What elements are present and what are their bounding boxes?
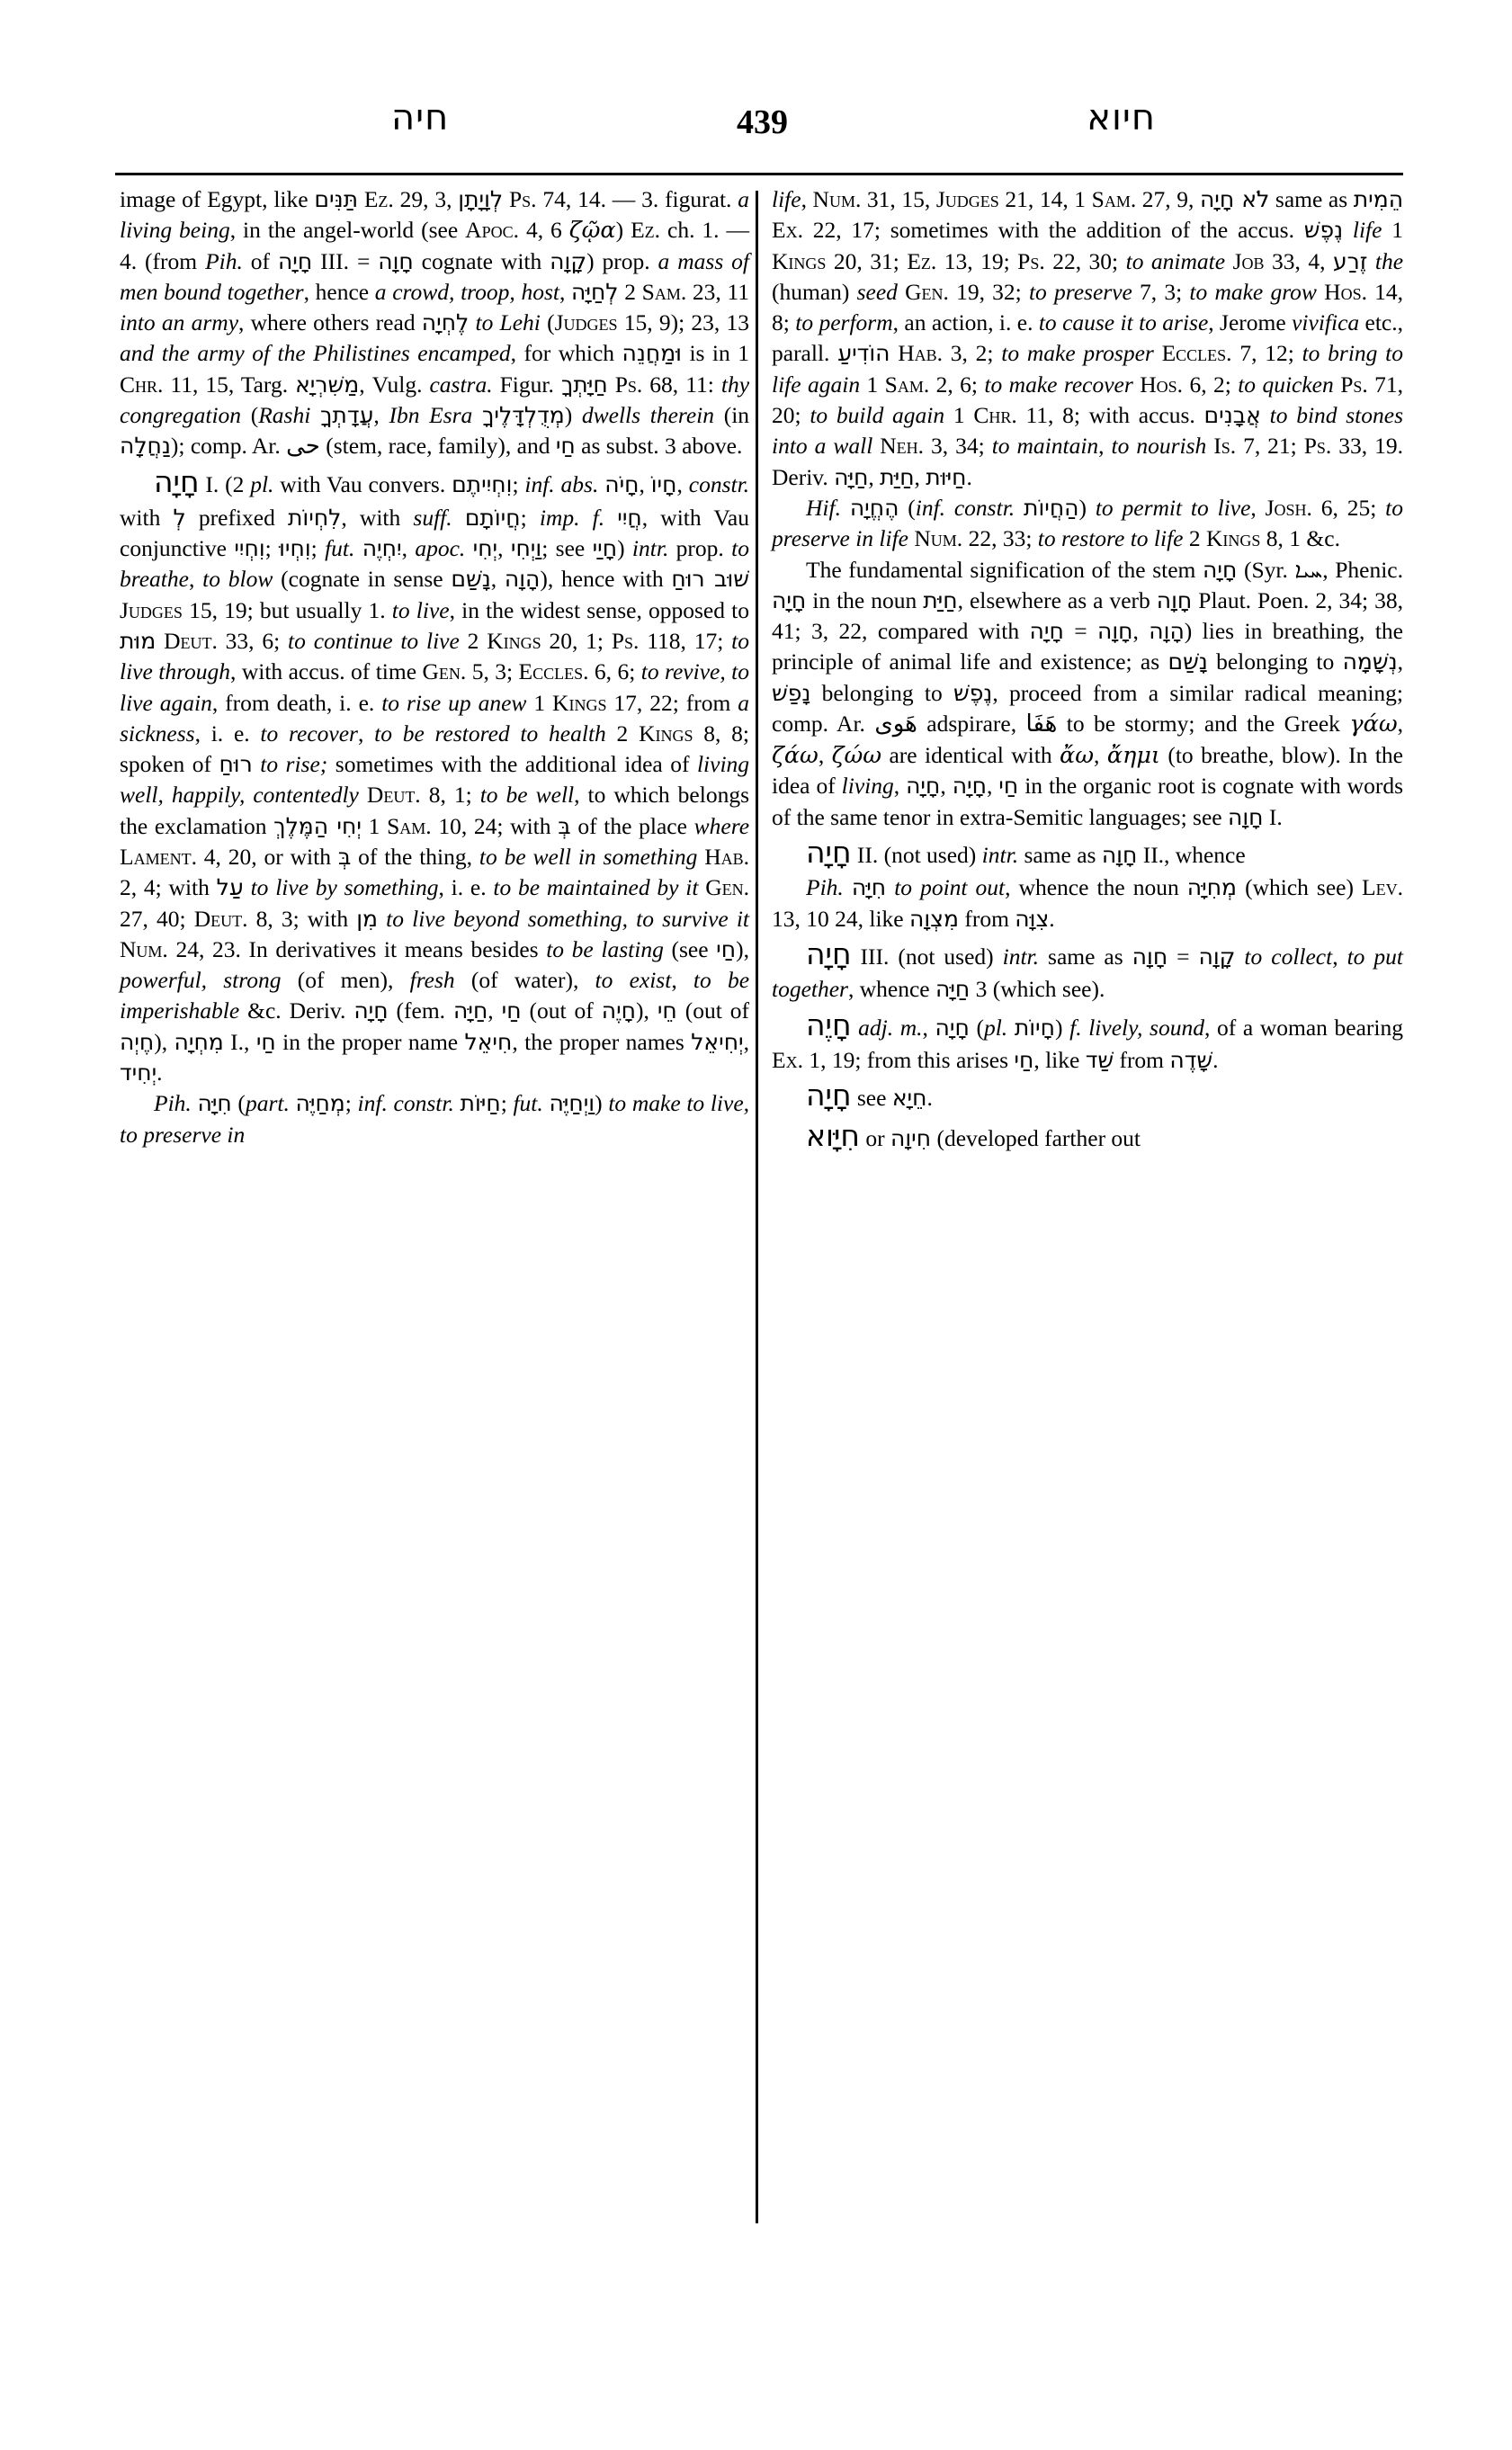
page-header bbox=[229, 97, 1295, 160]
paragraph: image of Egypt, like תַּנִּים Ez. 29, 3, לְוָיָתָן Ps. 74, 14. — 3. figurat. a living being, in the angel-world (see Apoc. 4, 6 ζῷα) Ez. ch. 1. — 4. (from Pih. of חָיָה III. = חָוָה cognate with קָוָה) prop. a mass of men bound together, hence a crowd, troop, host, לְחַיָּה 2 Sam. 23, 11 into an army, where others read לֶחְיָה to Lehi (Judges 15, 9); 23, 13 and the army of the Philistines encamped, for which וּמַחֲנֵה is in 1 Chr. 11, 15, Targ. מַשִׁרְיָא, Vulg. castra. Figur. חַיָּתְךָ Ps. 68, 11: thy congregation (Rashi עֲדָתְךָ, Ibn Esra מְדֻלְדָּלֶיךָ) dwells therein (in נַחֲלָה); comp. Ar. حى (stem, race, family), and חַי as subst. 3 above. bbox=[120, 186, 750, 460]
header-hebrew-left: חיה bbox=[391, 97, 450, 139]
paragraph: חָיָה I. (2 pl. with Vau convers. וִחְיִיתֶם; inf. abs. חָיֹה, חָיוֹ, constr. with לְ prefixed לִחְיוֹת, with suff. חֲיוֹתָם; imp. f. חֲיִי, with Vau conjunctive וִחְיִי; וִחְיוּ; fut. יִחְיֶה, apoc. יְחִי, וַיְחִי; see חָיַי) intr. prop. to breathe, to blow (cognate in sense נָשַׁם, הָוָה), hence with שׁוּב רוּחַ Judges 15, 19; but usually 1. to live, in the widest sense, opposed to מוּת Deut. 33, 6; to continue to live 2 Kings 20, 1; Ps. 118, 17; to live through, with accus. of time Gen. 5, 3; Eccles. 6, 6; to revive, to live again, from death, i. e. to rise up anew 1 Kings 17, 22; from a sickness, i. e. to recover, to be restored to health 2 Kings 8, 8; spoken of רוּחַ to rise; sometimes with the additional idea of living well, happily, contentedly Deut. 8, 1; to be well, to which belongs the exclamation יְחִי הַמֶּלֶךְ 1 Sam. 10, 24; with בְּ of the place where Lament. 4, 20, or with בְּ of the thing, to be well in something Hab. 2, 4; with עַל to live by something, i. e. to be maintained by it Gen. 27, 40; Deut. 8, 3; with מִן to live beyond something, to survive it Num. 24, 23. In derivatives it means besides to be lasting (see חַי), powerful, strong (of men), fresh (of water), to exist, to be imperishable &c. Deriv. חָיָה (fem. חַיָּה, חַי (out of חָיֶה), חֵי (out of חֶיְה), מִחְיָה I., חַי in the proper name חִיאֵל, the proper names יְחִיאֵל, יְחִיד. bbox=[120, 464, 750, 1086]
column-divider bbox=[756, 191, 758, 2223]
paragraph: Pih. חִיָּה (part. מְחַיֶּה; inf. constr. חַיּוֹת; fut. וַיְחַיֶּה) to make to live, to preserve in bbox=[120, 1090, 750, 1148]
paragraph: Pih. חִיָּה to point out, whence the noun מְחִיָּה (which see) Lev. 13, 10 24, like מִצְוָה from צִוָּה. bbox=[772, 874, 1403, 932]
right-column bbox=[772, 184, 1403, 1156]
paragraph: חָיָה see חֵיָא. bbox=[806, 1077, 933, 1113]
paragraph: חִיָּוא or חִיוָה (developed farther out bbox=[806, 1117, 1141, 1153]
left-column bbox=[120, 184, 749, 1150]
paragraph: Hif. הֶחֱיָה (inf. constr. הַחֲיוֹת) to permit to live, Josh. 6, 25; to preserve in life Num. 22, 33; to restore to life 2 Kings 8, 1 &c. bbox=[772, 494, 1403, 552]
paragraph: חָיֶה adj. m., חָיָה (pl. חָיוֹת) f. lively, sound, of a woman bearing Ex. 1, 19; from this arises חַי, like שַׁד from שָׁדֶה. bbox=[772, 1006, 1403, 1073]
header-rule bbox=[115, 173, 1403, 175]
header-hebrew-right: חיוא bbox=[1087, 97, 1156, 139]
paragraph: חָיָה II. (not used) intr. same as חָוָה II., whence bbox=[806, 834, 1246, 870]
paragraph: The fundamental signification of the stem חָיָה (Syr. ܚܝܐ, Phenic. חָיָה in the noun חַיַּת, elsewhere as a verb חָוָה Plaut. Poen. 2, 34; 38, 41; 3, 22, compared with חָיָה = חָוָה, הָוָה) lies in breathing, the principle of animal life and existence; as נָשַׁם belonging to נְשָׁמָה, נָפַשׁ belonging to נֶפֶשׁ, proceed from a similar radical meaning; comp. Ar. هَوى adspirare, هَفَا to be stormy; and the Greek γάω, ζάω, ζώω are identical with ἄω, ἄημι (to breathe, blow). In the idea of living, חָיָה, חָיָה, חַי in the organic root is cognate with words of the same tenor in extra-Semitic languages; see חָוָה I. bbox=[772, 556, 1404, 830]
paragraph: חָיָה III. (not used) intr. same as חָוָה = קָוָה to collect, to put together, whence חַיָּה 3 (which see). bbox=[772, 935, 1404, 1003]
page-number: 439 bbox=[737, 103, 788, 141]
paragraph: life, Num. 31, 15, Judges 21, 14, 1 Sam. 27, 9, לֹא חָיָה same as הֵמִית Ex. 22, 17; sometimes with the addition of the accus. נֶפֶשׁ life 1 Kings 20, 31; Ez. 13, 19; Ps. 22, 30; to animate Job 33, 4, זֶרַע the (human) seed Gen. 19, 32; to preserve 7, 3; to make grow Hos. 14, 8; to perform, an action, i. e. to cause it to arise, Jerome vivifica etc., parall. הוֹדִיעַ Hab. 3, 2; to make prosper Eccles. 7, 12; to bring to life again 1 Sam. 2, 6; to make recover Hos. 6, 2; to quicken Ps. 71, 20; to build again 1 Chr. 11, 8; with accus. אֲבָנִים to bind stones into a wall Neh. 3, 34; to maintain, to nourish Is. 7, 21; Ps. 33, 19. Deriv. חַיָּה, חַיַּת, חַיּוּת. bbox=[772, 186, 1404, 490]
